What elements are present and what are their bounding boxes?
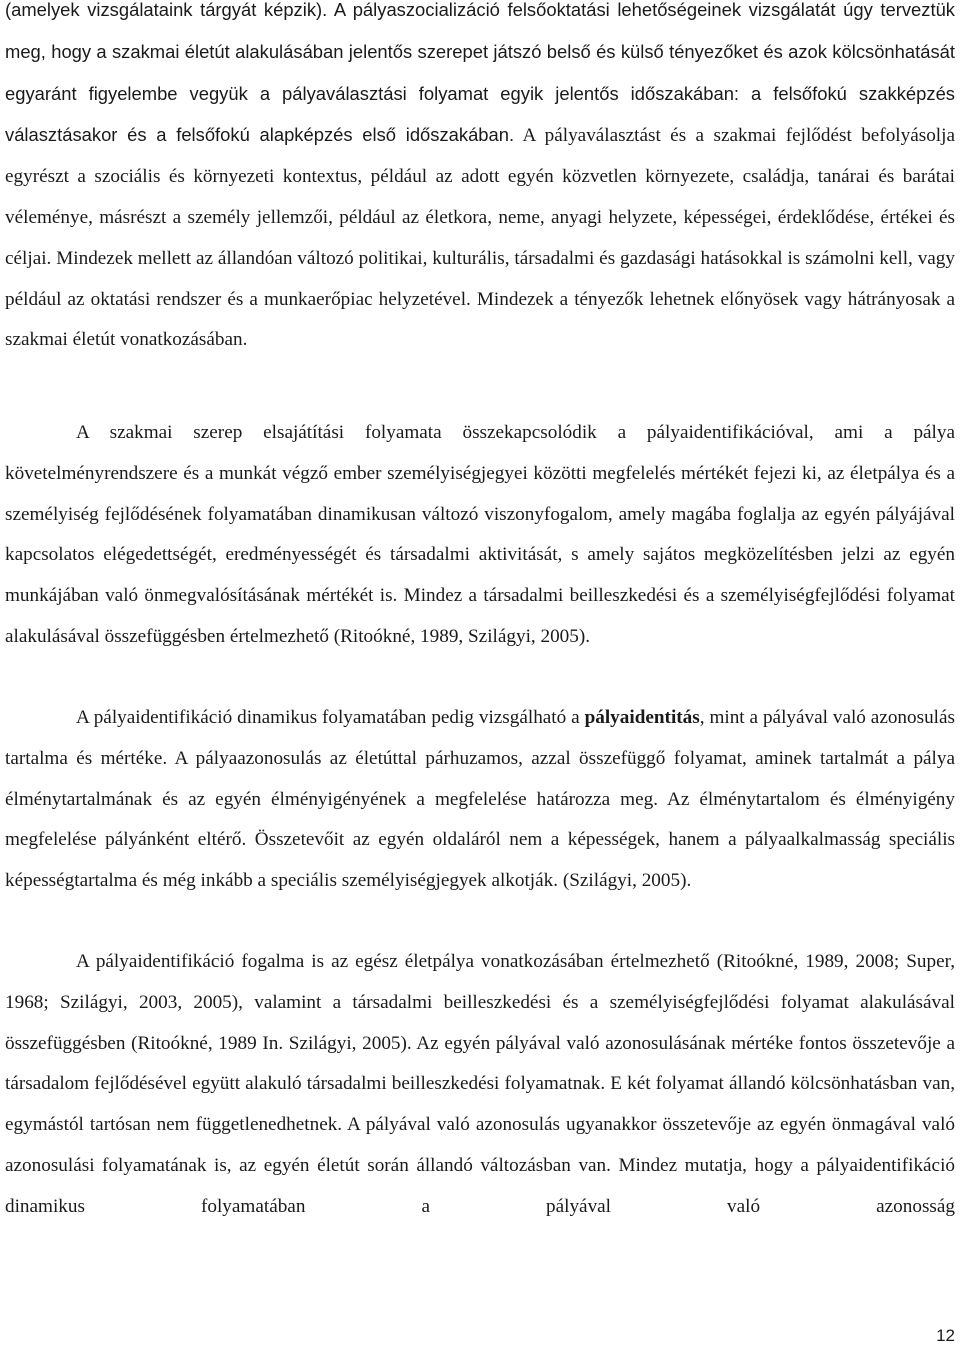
page-number: 12 [936,1326,955,1345]
paragraph-3-bold-term: pályaidentitás [584,707,700,728]
paragraph-2-text: A szakmai szerep elsajátítási folyamata összekapcsolódik a pályaidentifikációval, ami a pálya követelményrendszere és a munkát végző ember személyiségjegyei közötti megfelelés mértékét fejezi ki, az életpálya és a személyiség fejlődésének folyamatában dinamikusan változó viszonyfogalom, amely magába foglalja az egyén pályájával kapcsolatos elégedettségét, eredményességét és társadalmi aktivitását, s amely sajátos megközelítésben jelzi az egyén munkájában való önmegvalósításának mértékét is. Mindez a társadalmi beilleszkedési és a személyiségfejlődési folyamat alakulásával összefüggésben értelmezhető (Ritoókné, 1989, Szilágyi, 2005). [5,422,955,647]
paragraph-3-text-start: A pályaidentifikáció dinamikus folyamatában pedig vizsgálható a [76,707,585,728]
paragraph-4-text: A pályaidentifikáció fogalma is az egész életpálya vonatkozásában értelmezhető (Ritoókné, 1989, 2008; Super, 1968; Szilágyi, 2003, 2005), valamint a társadalmi beilleszkedési és a személyiségfejlődési folyamat alakulásával összefüggésben (Ritoókné, 1989 In. Szilágyi, 2005). Az egyén pályával való azonosulásának mértéke fontos összetevője a társadalom fejlődésével együtt alakuló társadalmi beilleszkedési folyamatnak. E két folyamat állandó kölcsönhatásban van, egymástól tartósan nem függetlenedhetnek. A pályával való azonosulás ugyanakkor összetevője az egyén önmagával való azonosulási folyamatának is, az egyén életút során állandó változásban van. Mindez mutatja, hogy a pályaidentifikáció dinamikus folyamatában a pályával való azonosság [5,951,955,1217]
paragraph-2 [5,413,955,658]
paragraph-1 [5,0,955,361]
paragraph-1-serif-text: A pályaválasztást és a szakmai fejlődést befolyásolja egyrészt a szociális és környezeti kontextus, például az adott egyén közvetlen környezete, családja, tanárai és barátai véleménye, másrészt a személy jellemzői, például az életkora, neme, anyagi helyzete, képességei, érdeklődése, értékei és céljai. Mindezek mellett az állandóan változó politikai, kulturális, társadalmi és gazdasági hatásokkal is számolni kell, vagy például az oktatási rendszer és a munkaerőpiac helyzetével. Mindezek a tényezők lehetnek előnyösek vagy hátrányosak a szakmai életút vonatkozásában. [5,125,955,351]
paragraph-1-sans-text: (amelyek vizsgálataink tárgyát képzik). A pályaszocializáció felsőoktatási lehetőségeinek vizsgálatát úgy terveztük meg, hogy a szakmai életút alakulásában jelentős szerepet játszó belső és külső tényezőket és azok kölcsönhatását egyaránt figyelembe vegyük a pályaválasztási folyamat egyik jelentős időszakában: a felsőfokú szakképzés választásakor és a felsőfokú alapképzés első időszakában. [5,0,955,146]
paragraph-3 [5,698,955,902]
paragraph-4 [5,942,955,1228]
paragraph-3-text-end: , mint a pályával való azonosulás tartalma és mértéke. A pályaazonosulás az életúttal párhuzamos, azzal összefüggő folyamat, aminek tartalmát a pálya élménytartalmának és az egyén élményigényének a megfelelése határozza meg. Az élménytartalom és élményigény megfelelése pályánként eltérő. Összetevőit az egyén oldaláról nem a képességek, hanem a pályaalkalmasság speciális képességtartalma és még inkább a speciális személyiségjegyek alkotják. (Szilágyi, 2005). [5,707,955,892]
